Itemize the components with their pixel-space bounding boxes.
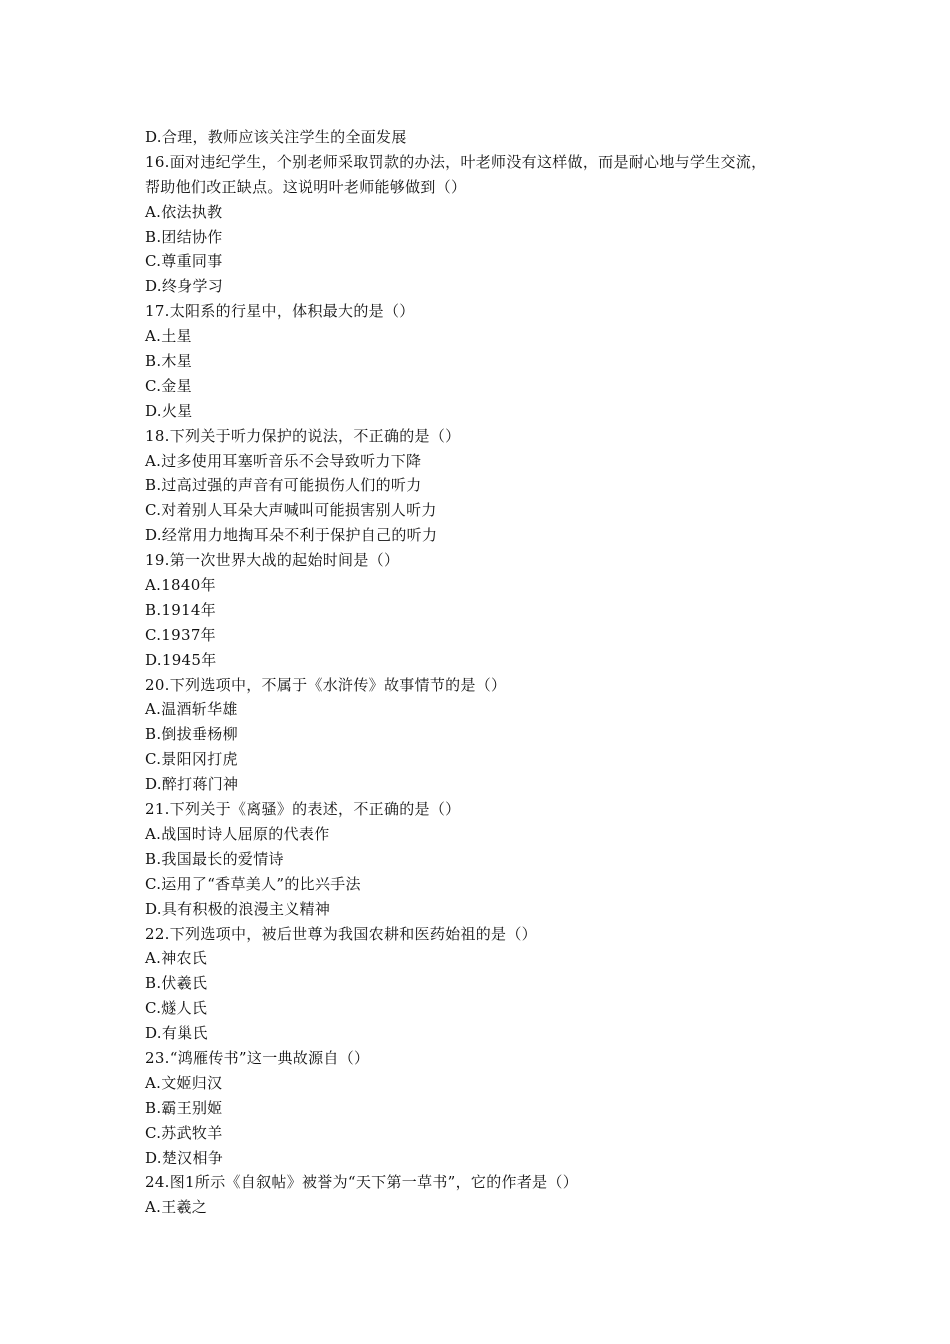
option-line: D.终身学习	[145, 277, 224, 296]
option-line: C.对着别人耳朵大声喊叫可能损害别人听力	[145, 501, 437, 520]
option-line: A.过多使用耳塞听音乐不会导致听力下降	[145, 451, 422, 470]
option-line: B.伏羲氏	[145, 974, 208, 993]
question-line: 17.太阳系的行星中，体积最大的是（）	[145, 302, 415, 321]
question-line: 19.第一次世界大战的起始时间是（）	[145, 551, 400, 570]
option-line: B.过高过强的声音有可能损伤人们的听力	[145, 476, 422, 495]
question-line: 23.“鸿雁传书”这一典故源自（）	[145, 1048, 370, 1067]
option-line: B.1914年	[145, 600, 217, 619]
option-line: A.1840年	[145, 576, 216, 595]
document-body	[145, 125, 825, 1220]
option-line: D.1945年	[145, 650, 217, 669]
option-line: B.我国最长的爱情诗	[145, 849, 284, 868]
question-line: 21.下列关于《离骚》的表述，不正确的是（）	[145, 800, 461, 819]
option-line: B.木星	[145, 352, 192, 371]
option-line: A.土星	[145, 327, 192, 346]
question-line: 24.图1所示《自叙帖》被誉为“天下第一草书”，它的作者是（）	[145, 1173, 579, 1192]
option-line: C.景阳冈打虎	[145, 750, 238, 769]
option-line: B.倒拔垂杨柳	[145, 725, 238, 744]
option-line: A.文姬归汉	[145, 1073, 223, 1092]
option-line: D.楚汉相争	[145, 1148, 224, 1167]
option-line: A.神农氏	[145, 949, 208, 968]
option-line: C.1937年	[145, 625, 216, 644]
option-line: D.醉打蒋门神	[145, 775, 239, 794]
option-line: C.苏武牧羊	[145, 1123, 223, 1142]
option-line: C.金星	[145, 376, 192, 395]
option-line: B.霸王别姬	[145, 1098, 223, 1117]
option-line: A.温酒斩华雄	[145, 700, 238, 719]
option-line: D.经常用力地掏耳朵不利于保护自己的听力	[145, 526, 438, 545]
option-line: C.燧人氏	[145, 999, 208, 1018]
option-line: D.合理，教师应该关注学生的全面发展	[145, 128, 407, 146]
option-line: C.运用了“香草美人”的比兴手法	[145, 874, 361, 893]
option-line: D.火星	[145, 401, 193, 420]
question-line: 20.下列选项中，不属于《水浒传》故事情节的是（）	[145, 675, 507, 694]
question-line: 16.面对违纪学生，个别老师采取罚款的办法，叶老师没有这样做，而是耐心地与学生交流，	[145, 152, 767, 171]
option-line: D.具有积极的浪漫主义精神	[145, 899, 331, 918]
option-line: C.尊重同事	[145, 252, 223, 271]
option-line: A.王羲之	[145, 1198, 208, 1217]
question-line: 22.下列选项中，被后世尊为我国农耕和医药始祖的是（）	[145, 924, 537, 943]
option-line: D.有巢氏	[145, 1024, 208, 1043]
option-line: A.战国时诗人屈原的代表作	[145, 824, 330, 843]
option-line: B.团结协作	[145, 227, 223, 246]
question-line: 帮助他们改正缺点。这说明叶老师能够做到（）	[145, 177, 467, 196]
option-line: A.依法执教	[145, 202, 223, 221]
question-line: 18.下列关于听力保护的说法，不正确的是（）	[145, 426, 461, 445]
